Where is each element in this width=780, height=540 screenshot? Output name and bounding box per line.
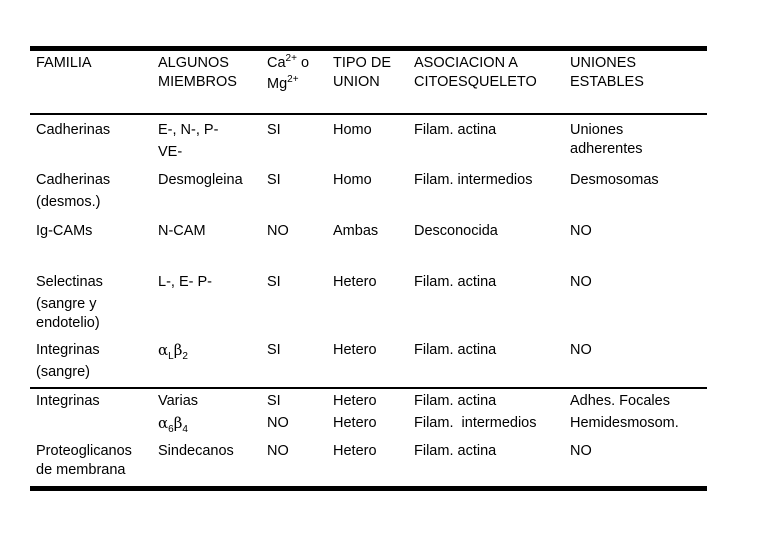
cell-familia: Cadherinas bbox=[36, 122, 111, 138]
cell-calcio: SI bbox=[267, 122, 281, 138]
cell-uniones: NO bbox=[570, 342, 592, 358]
header-uniones: UNIONES ESTABLES bbox=[570, 55, 644, 90]
cell-calcio: NO bbox=[267, 223, 289, 239]
cell-tipo: Homo bbox=[333, 172, 372, 188]
cell-asociacion: Filam. actina Filam. intermedios bbox=[414, 393, 537, 431]
cell-asociacion: Desconocida bbox=[414, 223, 498, 239]
cell-asociacion: Filam. actina bbox=[414, 342, 497, 358]
cell-uniones: NO bbox=[570, 223, 592, 239]
alpha-symbol: α bbox=[158, 414, 169, 432]
cell-asociacion: Filam. actina bbox=[414, 443, 497, 459]
cell-calcio: SI NO bbox=[267, 393, 289, 431]
cell-miembros: N-CAM bbox=[158, 223, 206, 239]
header-calcio-magnesio: $Ca^{2+}$ o $Mg^{2+}$ bbox=[267, 53, 310, 92]
cell-uniones: NO bbox=[570, 274, 592, 290]
cell-tipo: Ambas bbox=[333, 223, 379, 239]
cell-calcio: SI bbox=[267, 274, 281, 290]
cell-uniones: Adhes. Focales Hemidesmosom. bbox=[570, 393, 679, 431]
cell-miembros-formula: $\alpha_6\beta_4$ bbox=[158, 414, 188, 435]
cell-familia: Selectinas (sangre y endotelio) bbox=[36, 274, 103, 331]
cell-miembros: L-, E- P- bbox=[158, 274, 212, 290]
cell-tipo: Hetero bbox=[333, 274, 377, 290]
cell-familia: Integrinas bbox=[36, 393, 100, 409]
beta-symbol: β bbox=[173, 414, 183, 432]
cell-uniones: NO bbox=[570, 443, 592, 459]
cell-asociacion: Filam. actina bbox=[414, 274, 497, 290]
cell-uniones: Uniones adherentes bbox=[570, 122, 643, 157]
cell-asociacion: Filam. actina bbox=[414, 122, 497, 138]
cell-familia: Integrinas (sangre) bbox=[36, 342, 100, 380]
header-divider-rule bbox=[30, 113, 707, 115]
cell-miembros: Varias $\alpha_6\beta_4$ bbox=[158, 393, 199, 435]
cell-familia: Ig-CAMs bbox=[36, 223, 93, 239]
cell-miembros: Sindecanos bbox=[158, 443, 234, 459]
table-top-rule bbox=[30, 46, 707, 51]
header-familia: FAMILIA bbox=[36, 55, 92, 71]
cell-calcio: NO bbox=[267, 443, 289, 459]
beta-symbol: β bbox=[173, 341, 183, 359]
section-divider-rule bbox=[30, 387, 707, 389]
cell-tipo: Hetero bbox=[333, 443, 377, 459]
cell-miembros-formula: $\alpha_L\beta_2$ bbox=[158, 341, 188, 362]
cell-tipo: Homo bbox=[333, 122, 372, 138]
alpha-symbol: α bbox=[158, 341, 169, 359]
cell-calcio: SI bbox=[267, 342, 281, 358]
header-tipo-union: TIPO DE UNION bbox=[333, 55, 392, 90]
cell-tipo: Hetero bbox=[333, 342, 377, 358]
cell-miembros: Desmogleina bbox=[158, 172, 243, 188]
cell-tipo: Hetero Hetero bbox=[333, 393, 377, 431]
header-asociacion: ASOCIACION A CITOESQUELETO bbox=[414, 55, 537, 90]
cell-familia: Cadherinas (desmos.) bbox=[36, 172, 111, 210]
cell-uniones: Desmosomas bbox=[570, 172, 659, 188]
cell-familia: Proteoglicanos de membrana bbox=[36, 443, 132, 478]
header-miembros: ALGUNOS MIEMBROS bbox=[158, 55, 237, 90]
cell-calcio: SI bbox=[267, 172, 281, 188]
cell-miembros: E-, N-, P- VE- bbox=[158, 122, 219, 160]
table-bottom-rule bbox=[30, 486, 707, 491]
cell-asociacion: Filam. intermedios bbox=[414, 172, 533, 188]
